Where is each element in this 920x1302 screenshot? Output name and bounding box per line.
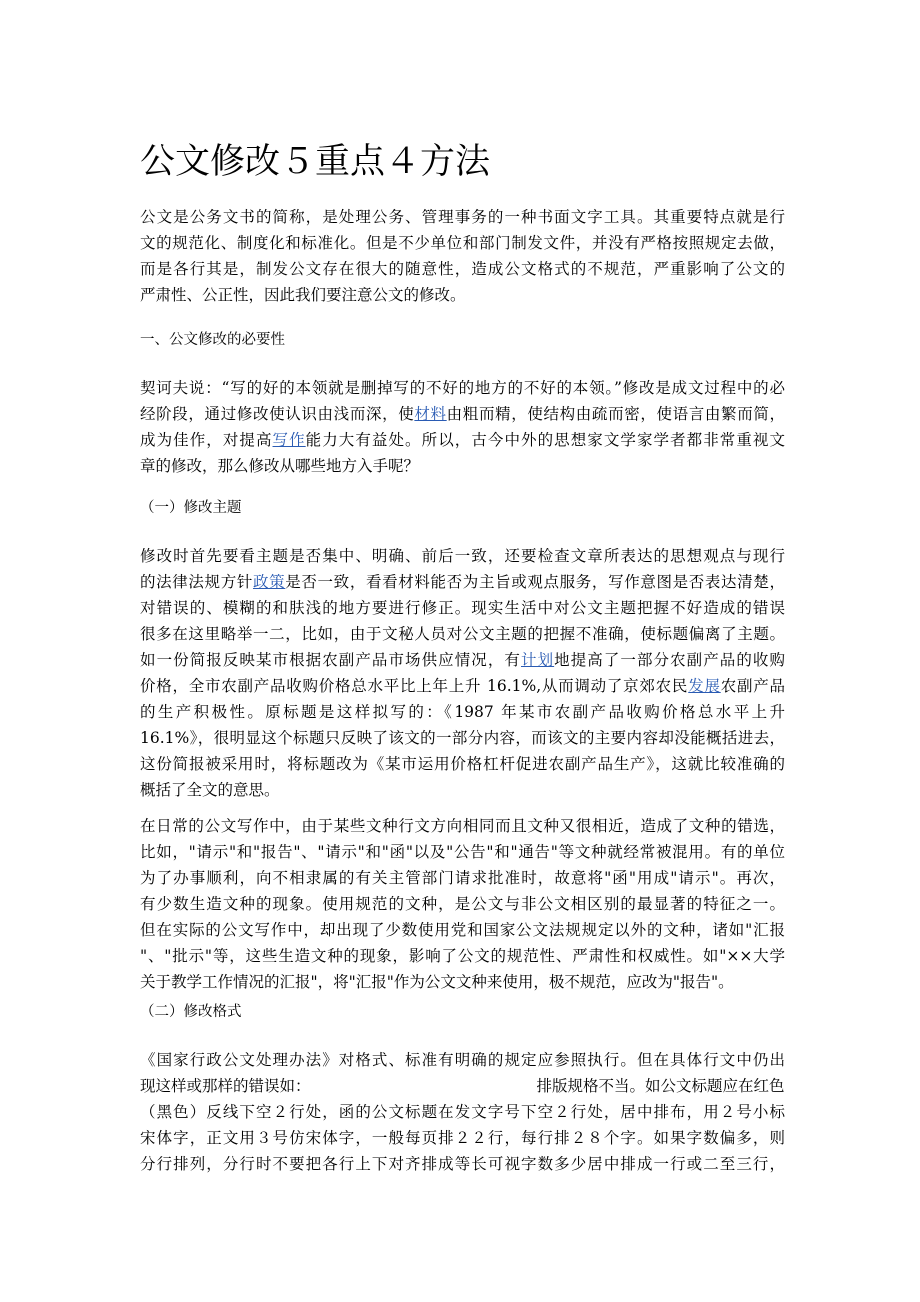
paragraph-revision-necessity <box>140 375 785 479</box>
text-line: 在日常的公文写作中，由于某些文种行文方向相同而且文种又很相近，造成了文种的错选， <box>140 817 785 835</box>
text-line: 为了办事顺利，向不相隶属的有关主管部门请求批准时，故意将"函"用成"请示"。再次， <box>140 869 785 887</box>
subsection-heading-2: （二）修改格式 <box>140 1004 242 1020</box>
text-line: 修改时首先要看主题是否集中、明确、前后一致，还要检查文章所表达的思想观点与现行 <box>140 547 785 565</box>
link-writing[interactable]: 写作 <box>272 431 306 449</box>
text-line: 经阶段，通过修改使认识由浅而深，使材料由粗而精，使结构由疏而密，使语言由繁而简， <box>140 405 785 423</box>
text-line: 成为佳作，对提高写作能力大有益处。所以，古今中外的思想家文学家学者都非常重视文 <box>140 431 785 449</box>
text-line: 分行排列，分行时不要把各行上下对齐排成等长可视字数多少居中排成一行或二至三行， <box>140 1155 785 1173</box>
text-line: 严肃性、公正性，因此我们要注意公文的修改。 <box>140 286 466 304</box>
text-line: 宋体字，正文用３号仿宋体字，一般每页排２２行，每行排２８个字。如果字数偏多，则 <box>140 1129 785 1147</box>
link-material[interactable]: 材料 <box>414 405 447 423</box>
text-line: 现这样或那样的错误如： 排版规格不当。如公文标题应在红色 <box>140 1077 785 1095</box>
text-line: 价格，全市农副产品收购价格总水平比上年上升 16.1%,从而调动了京郊农民发展农副产品 <box>140 677 785 695</box>
text-line: 的法律法规方针政策是否一致，看看材料能否为主旨或观点服务，写作意图是否表达清楚， <box>140 573 785 591</box>
text-line: 这份简报被采用时，将标题改为《某市运用价格杠杆促进农副产品生产》，这就比较准确的 <box>140 755 785 773</box>
link-policy[interactable]: 政策 <box>252 573 286 591</box>
link-development[interactable]: 发展 <box>688 677 721 695</box>
intro-paragraph <box>140 204 785 308</box>
text-line: "、"批示"等，这些生造文种的现象，影响了公文的规范性、严肃性和权威性。如"××大学 <box>140 947 785 965</box>
text-line: 而是各行其是，制发公文存在很大的随意性，造成公文格式的不规范，严重影响了公文的 <box>140 260 785 278</box>
text-line: 但在实际的公文写作中，却出现了少数使用党和国家公文法规规定以外的文种，诸如"汇报 <box>140 921 785 939</box>
paragraph-revise-format <box>140 1047 785 1177</box>
text-line: （黑色）反线下空２行处，函的公文标题在发文字号下空２行处，居中排布，用２号小标 <box>140 1103 785 1121</box>
text-line: 概括了全文的意思。 <box>140 781 280 799</box>
text-line: 如一份简报反映某市根据农副产品市场供应情况，有计划地提高了一部分农副产品的收购 <box>140 651 785 669</box>
document-title: 公文修改５重点４方法 <box>140 142 491 182</box>
text-line: 很多在这里略举一二，比如，由于文秘人员对公文主题的把握不准确，使标题偏离了主题。 <box>140 625 785 643</box>
text-line: 对错误的、模糊的和肤浅的地方要进行修正。现实生活中对公文主题把握不好造成的错误 <box>140 599 785 617</box>
section-heading-1: 一、公文修改的必要性 <box>140 332 285 348</box>
text-line: 公文是公务文书的简称，是处理公务、管理事务的一种书面文字工具。其重要特点就是行 <box>140 208 785 226</box>
link-plan[interactable]: 计划 <box>521 651 555 669</box>
text-line: 16.1%》，很明显这个标题只反映了该文的一部分内容，而该文的主要内容却没能概括进去， <box>140 729 785 747</box>
paragraph-revise-theme <box>140 543 785 803</box>
text-line: 契诃夫说：“写的好的本领就是删掉写的不好的地方的不好的本领。”修改是成文过程中的必 <box>140 379 785 397</box>
subsection-heading-1: （一）修改主题 <box>140 500 242 516</box>
paragraph-document-types <box>140 813 785 995</box>
text-line: 《国家行政公文处理办法》对格式、标准有明确的规定应参照执行。但在具体行文中仍出 <box>140 1051 785 1069</box>
text-line: 的生产积极性。原标题是这样拟写的：《1987 年某市农副产品收购价格总水平上升 <box>140 703 785 721</box>
text-line: 比如，"请示"和"报告"、"请示"和"函"以及"公告"和"通告"等文种就经常被混用。有的单位 <box>140 843 785 861</box>
text-line: 有少数生造文种的现象。使用规范的文种，是公文与非公文相区别的最显著的特征之一。 <box>140 895 785 913</box>
text-line: 文的规范化、制度化和标准化。但是不少单位和部门制发文件，并没有严格按照规定去做， <box>140 234 785 252</box>
text-line: 关于教学工作情况的汇报"，将"汇报"作为公文文种来使用，极不规范，应改为"报告"。 <box>140 973 734 991</box>
text-line: 章的修改，那么修改从哪些地方入手呢？ <box>140 457 420 475</box>
